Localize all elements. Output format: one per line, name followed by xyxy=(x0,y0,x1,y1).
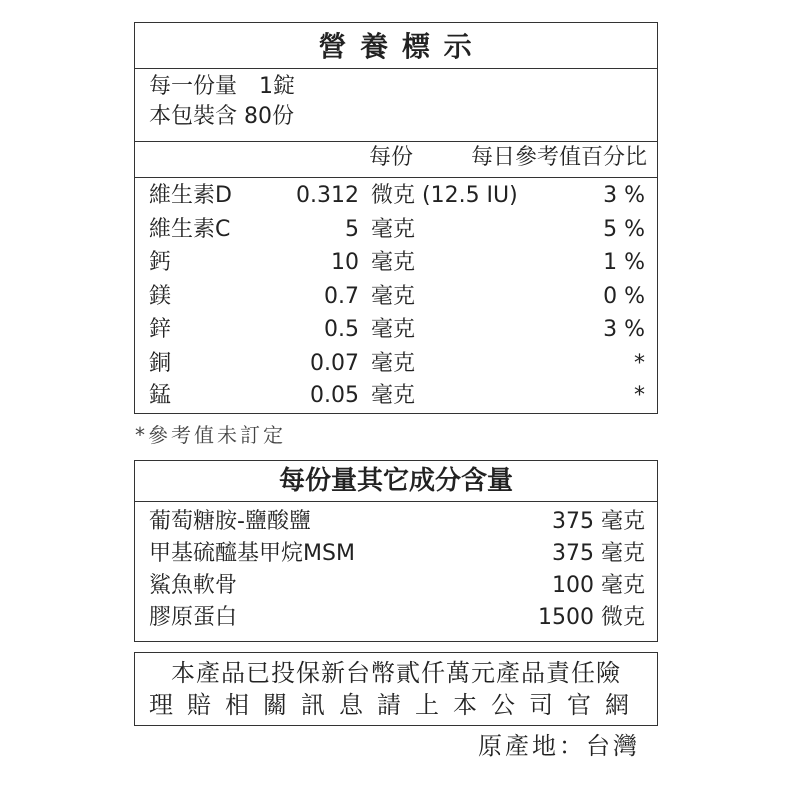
nutrient-name: 鈣 xyxy=(149,250,172,275)
nutrient-daily-value: 5 % xyxy=(603,217,645,242)
nutrient-daily-value: * xyxy=(634,351,645,376)
ingredient-name: 甲基硫醯基甲烷MSM xyxy=(149,541,355,566)
nutrition-table xyxy=(134,22,658,414)
footnote: *參考值未訂定 xyxy=(135,423,286,447)
nutrient-amount: 0.7 xyxy=(324,284,359,309)
ingredient-amount: 100 毫克 xyxy=(552,573,645,598)
ingredients-table xyxy=(134,460,658,642)
insurance-line-2: 理賠相關訊息請上本公司官網 xyxy=(149,691,643,719)
nutrient-name: 錳 xyxy=(149,383,172,408)
nutrient-name: 維生素D xyxy=(149,183,232,208)
nutrition-title: 營 養 標 示 xyxy=(318,30,474,63)
nutrient-unit: 毫克 xyxy=(371,217,416,242)
servings-per-pack: 本包裝含 80份 xyxy=(149,104,294,129)
nutrient-amount: 0.07 xyxy=(310,351,359,376)
insurance-notice xyxy=(134,652,658,726)
nutrient-unit: 毫克 xyxy=(371,250,416,275)
nutrient-unit: 毫克 xyxy=(371,284,416,309)
nutrient-unit: 毫克 xyxy=(371,317,416,342)
nutrient-name: 鋅 xyxy=(149,317,172,342)
insurance-line-1: 本產品已投保新台幣貳仟萬元產品責任險 xyxy=(171,659,621,687)
nutrient-daily-value: 0 % xyxy=(603,284,645,309)
nutrient-amount: 0.05 xyxy=(310,383,359,408)
nutrient-amount: 0.5 xyxy=(324,317,359,342)
nutrient-amount: 0.312 xyxy=(296,183,359,208)
ingredient-amount: 375 毫克 xyxy=(552,541,645,566)
nutrient-daily-value: 3 % xyxy=(603,317,645,342)
ingredients-title: 每份量其它成分含量 xyxy=(278,466,513,496)
nutrient-unit: 毫克 xyxy=(371,351,416,376)
nutrient-daily-value: 1 % xyxy=(603,250,645,275)
nutrient-amount: 10 xyxy=(331,250,359,275)
nutrient-unit: 毫克 xyxy=(371,383,416,408)
nutrient-name: 維生素C xyxy=(149,217,231,242)
ingredient-name: 葡萄糖胺-鹽酸鹽 xyxy=(149,509,311,534)
nutrient-name: 銅 xyxy=(149,351,172,376)
ingredient-name: 鯊魚軟骨 xyxy=(149,573,238,598)
column-header-daily-value: 每日參考值百分比 xyxy=(470,145,647,170)
serving-size: 每一份量 1錠 xyxy=(149,74,295,99)
nutrient-daily-value: 3 % xyxy=(603,183,645,208)
column-header-per-serving: 每份 xyxy=(369,145,414,170)
origin: 原產地：台灣 xyxy=(478,732,640,760)
nutrient-amount: 5 xyxy=(345,217,359,242)
ingredient-amount: 1500 微克 xyxy=(538,605,645,630)
nutrient-unit: 微克 (12.5 IU) xyxy=(371,183,518,208)
ingredient-name: 膠原蛋白 xyxy=(149,605,238,630)
nutrient-name: 鎂 xyxy=(149,284,172,309)
nutrient-daily-value: * xyxy=(634,383,645,408)
ingredient-amount: 375 毫克 xyxy=(552,509,645,534)
